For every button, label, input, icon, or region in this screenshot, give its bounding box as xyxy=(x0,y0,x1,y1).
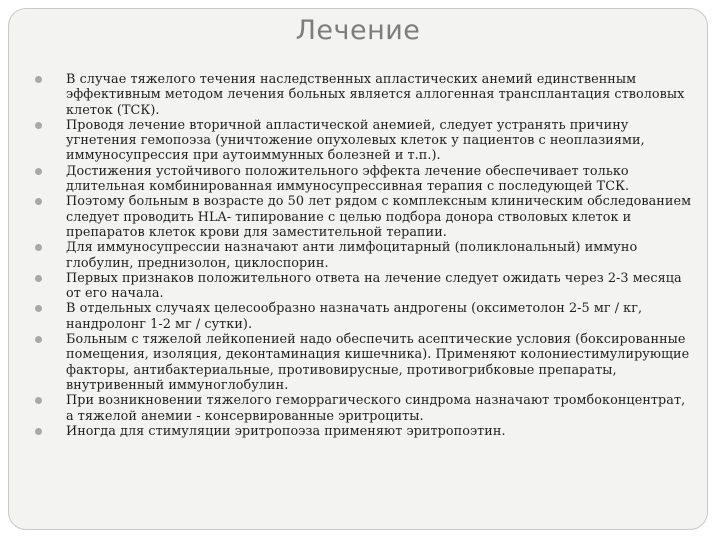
bullet-text: Поэтому больным в возрасте до 50 лет рядом с комплексным клиническим обследованием следует проводить HLA- типирование с целью подбора донора стволовых клеток и препаратов клеток крови для заместительной терапии. xyxy=(66,194,692,240)
slide-title: Лечение xyxy=(295,15,421,46)
bullet-item xyxy=(35,118,695,164)
bullet-item xyxy=(35,332,695,393)
bullet-dot-icon xyxy=(35,428,42,435)
bullet-list xyxy=(35,72,695,439)
bullet-dot-icon xyxy=(35,244,42,251)
bullet-item xyxy=(35,301,695,332)
bullet-text: В отдельных случаях целесообразно назначать андрогены (оксиметолон 2-5 мг / кг, нандролонг 1-2 мг / сутки). xyxy=(66,301,643,332)
bullet-item xyxy=(35,164,695,195)
bullet-dot-icon xyxy=(35,122,42,129)
bullet-dot-icon xyxy=(35,275,42,282)
bullet-item xyxy=(35,194,695,240)
bullet-dot-icon xyxy=(35,336,42,343)
bullet-dot-icon xyxy=(35,305,42,312)
bullet-text: Для иммуносупрессии назначают анти лимфоцитарный (поликлональный) иммуно глобулин, преднизолон, циклоспорин. xyxy=(66,240,638,271)
bullet-dot-icon xyxy=(35,76,42,83)
bullet-text: Больным с тяжелой лейкопенией надо обеспечить асептические условия (боксированные помещения, изоляция, деконтаминация кишечника). Применяют колониестимулирующие факторы, антибактериальные, противовирусные, противогрибковые препараты, внутривенный иммуноглобулин. xyxy=(66,332,690,393)
bullet-text: Достижения устойчивого положительного эффекта лечение обеспечивает только длительная комбинированная иммуносупрессивная терапия с последующей ТСК. xyxy=(66,163,630,195)
bullet-item xyxy=(35,72,695,118)
bullet-text: Иногда для стимуляции эритропоэза применяют эритропоэтин. xyxy=(66,423,506,439)
slide xyxy=(8,8,708,530)
bullet-item xyxy=(35,424,695,439)
bullet-text: Проводя лечение вторичной апластической анемией, следует устранять причину угнетения гемопоэза (уничтожение опухолевых клеток у пациентов с неоплазиями, иммуносупрессия при аутоиммунных болезней и т.п.). xyxy=(66,117,645,164)
bullet-item xyxy=(35,271,695,302)
bullet-dot-icon xyxy=(35,397,42,404)
bullet-text: В случае тяжелого течения наследственных апластических анемий единственным эффективным методом лечения больных является аллогенная трансплантация стволовых клеток (ТСК). xyxy=(66,72,685,118)
bullet-item xyxy=(35,393,695,424)
bullet-item xyxy=(35,240,695,271)
bullet-text: Первых признаков положительного ответа на лечение следует ожидать через 2-3 месяца от его начала. xyxy=(66,270,682,302)
bullet-dot-icon xyxy=(35,168,42,175)
bullet-dot-icon xyxy=(35,198,42,205)
bullet-text: При возникновении тяжелого геморрагического синдрома назначают тромбоконцентрат, а тяжелой анемии - консервированные эритроциты. xyxy=(66,393,686,424)
